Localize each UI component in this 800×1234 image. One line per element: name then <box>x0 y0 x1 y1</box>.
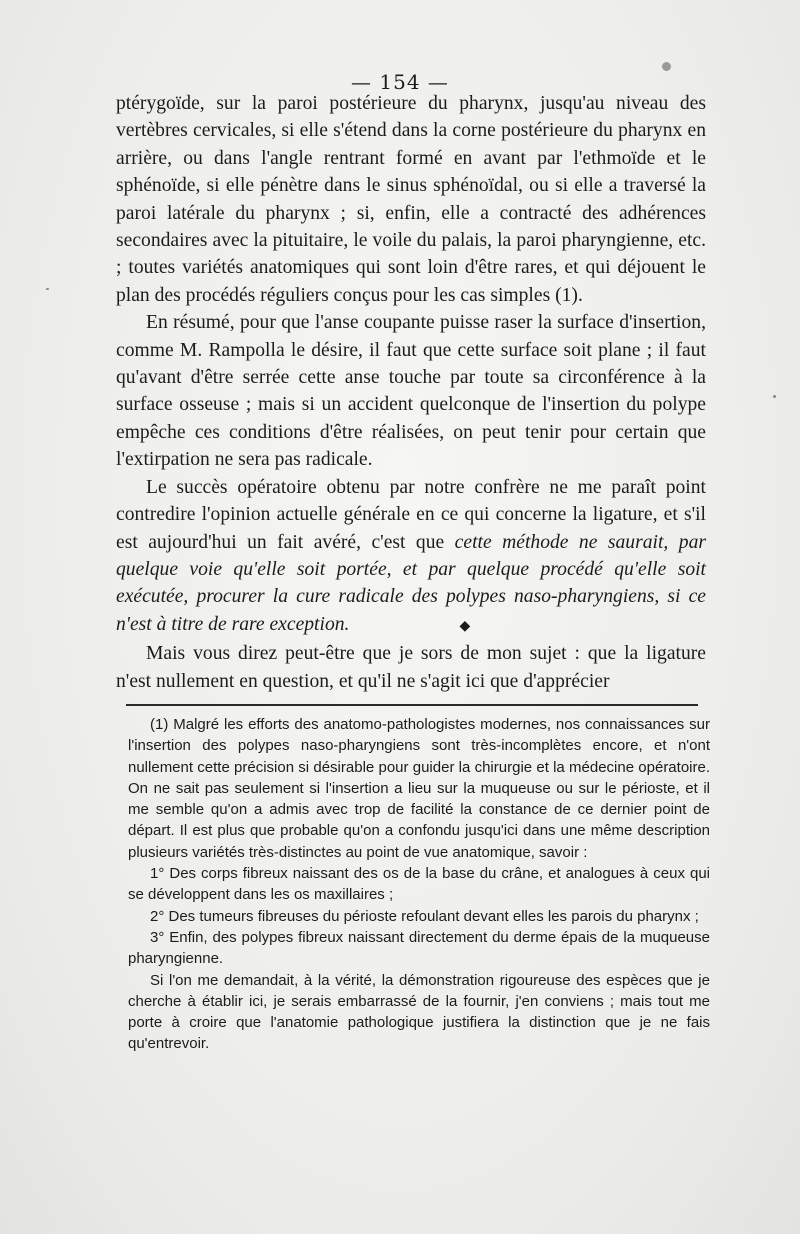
paper-speck <box>662 62 671 71</box>
footnote-item-1: 1° Des corps fibreux naissant des os de la base du crâne, et analogues à ceux qui se développent dans les os maxillaires ; <box>128 865 710 904</box>
paragraph-2: En résumé, pour que l'anse coupante puisse raser la surface d'insertion, comme M. Rampolla le désire, il faut que cette surface soit plane ; il faut qu'avant d'être serrée cette anse touche par toute sa circonférence à la surface osseuse ; mais si un accident quelconque de l'insertion du polype empêche ces conditions d'être réalisées, on peut tenir pour certain que l'extirpation ne sera pas radicale. <box>116 312 706 471</box>
paragraph-1: ptérygoïde, sur la paroi postérieure du pharynx, jusqu'au niveau des vertèbres cervicales, si elle s'étend dans la corne postérieure du pharynx en arrière, ou dans l'angle rentrant formé en avant par l'ethmoïde et le sphénoïde, si elle pénètre dans le sinus sphénoïdal, ou si elle a traversé la paroi latérale du pharynx ; si, enfin, elle a contracté des adhérences secondaires avec la pituitaire, le voile du palais, la paroi pharyngienne, etc. ; toutes variétés anatomiques qui sont loin d'être rares, et qui déjouent le plan des procédés réguliers conçus pour les cas simples (1). <box>116 93 706 306</box>
paragraph-3 <box>116 474 706 640</box>
footnote-item-2: 2° Des tumeurs fibreuses du périoste refoulant devant elles les parois du pharynx ; <box>150 907 699 925</box>
paper-speck <box>46 288 49 290</box>
footnote-divider <box>126 704 698 706</box>
footnotes <box>128 714 710 1055</box>
footnote-1: (1) Malgré les efforts des anatomo-pathologistes modernes, nos connaissances sur l'insertion des polypes naso-pharyngiens sont très-incomplètes encore, et n'ont nullement cette précision si désirable pour guider la chirurgie et la médecine opératoire. On ne sait pas seulement si l'insertion a lieu sur la muqueuse ou sur le périoste, et il me semble qu'on a admis avec trop de facilité la constance de ce dernier point de départ. Il est plus que probable qu'on a confondu jusqu'ici dans une même description plusieurs variétés très-distinctes au point de vue anatomique, savoir : <box>128 716 710 861</box>
main-text <box>116 90 706 695</box>
paragraph-3-text: Le succès opératoire obtenu par notre confrère ne me paraît point contredire l'opinion actuelle générale en ce qui concerne la ligature, et s'il est aujourd'hui un fait avéré, c'est que <box>116 476 706 553</box>
paragraph-3-italic: cette méthode ne saurait, par quelque voie qu'elle soit portée, et par quelque procédé qu'elle soit exécutée, procurer la cure radicale des polypes naso-pharyngiens, si ce n'est à titre de rare exception. <box>116 531 706 635</box>
paper-speck <box>773 395 776 398</box>
page-number: — 154 — <box>351 70 449 94</box>
footnote-item-3: 3° Enfin, des polypes fibreux naissant directement du derme épais de la muqueuse pharyngienne. <box>128 928 710 968</box>
paragraph-4: Mais vous direz peut-être que je sors de mon sujet : que la ligature n'est nullement en question, et qu'il ne s'agit ici que d'apprécier <box>116 643 706 692</box>
ornament-icon: ◆ <box>459 618 471 634</box>
footnote-conclusion: Si l'on me demandait, à la vérité, la démonstration rigoureuse des espèces que je cherche à établir ici, je serais embarrassé de la fournir, j'en conviens ; mais tout me porte à croire que l'anatomie pathologique justifiera la distinction que je ne fais qu'entrevoir. <box>128 971 710 1053</box>
